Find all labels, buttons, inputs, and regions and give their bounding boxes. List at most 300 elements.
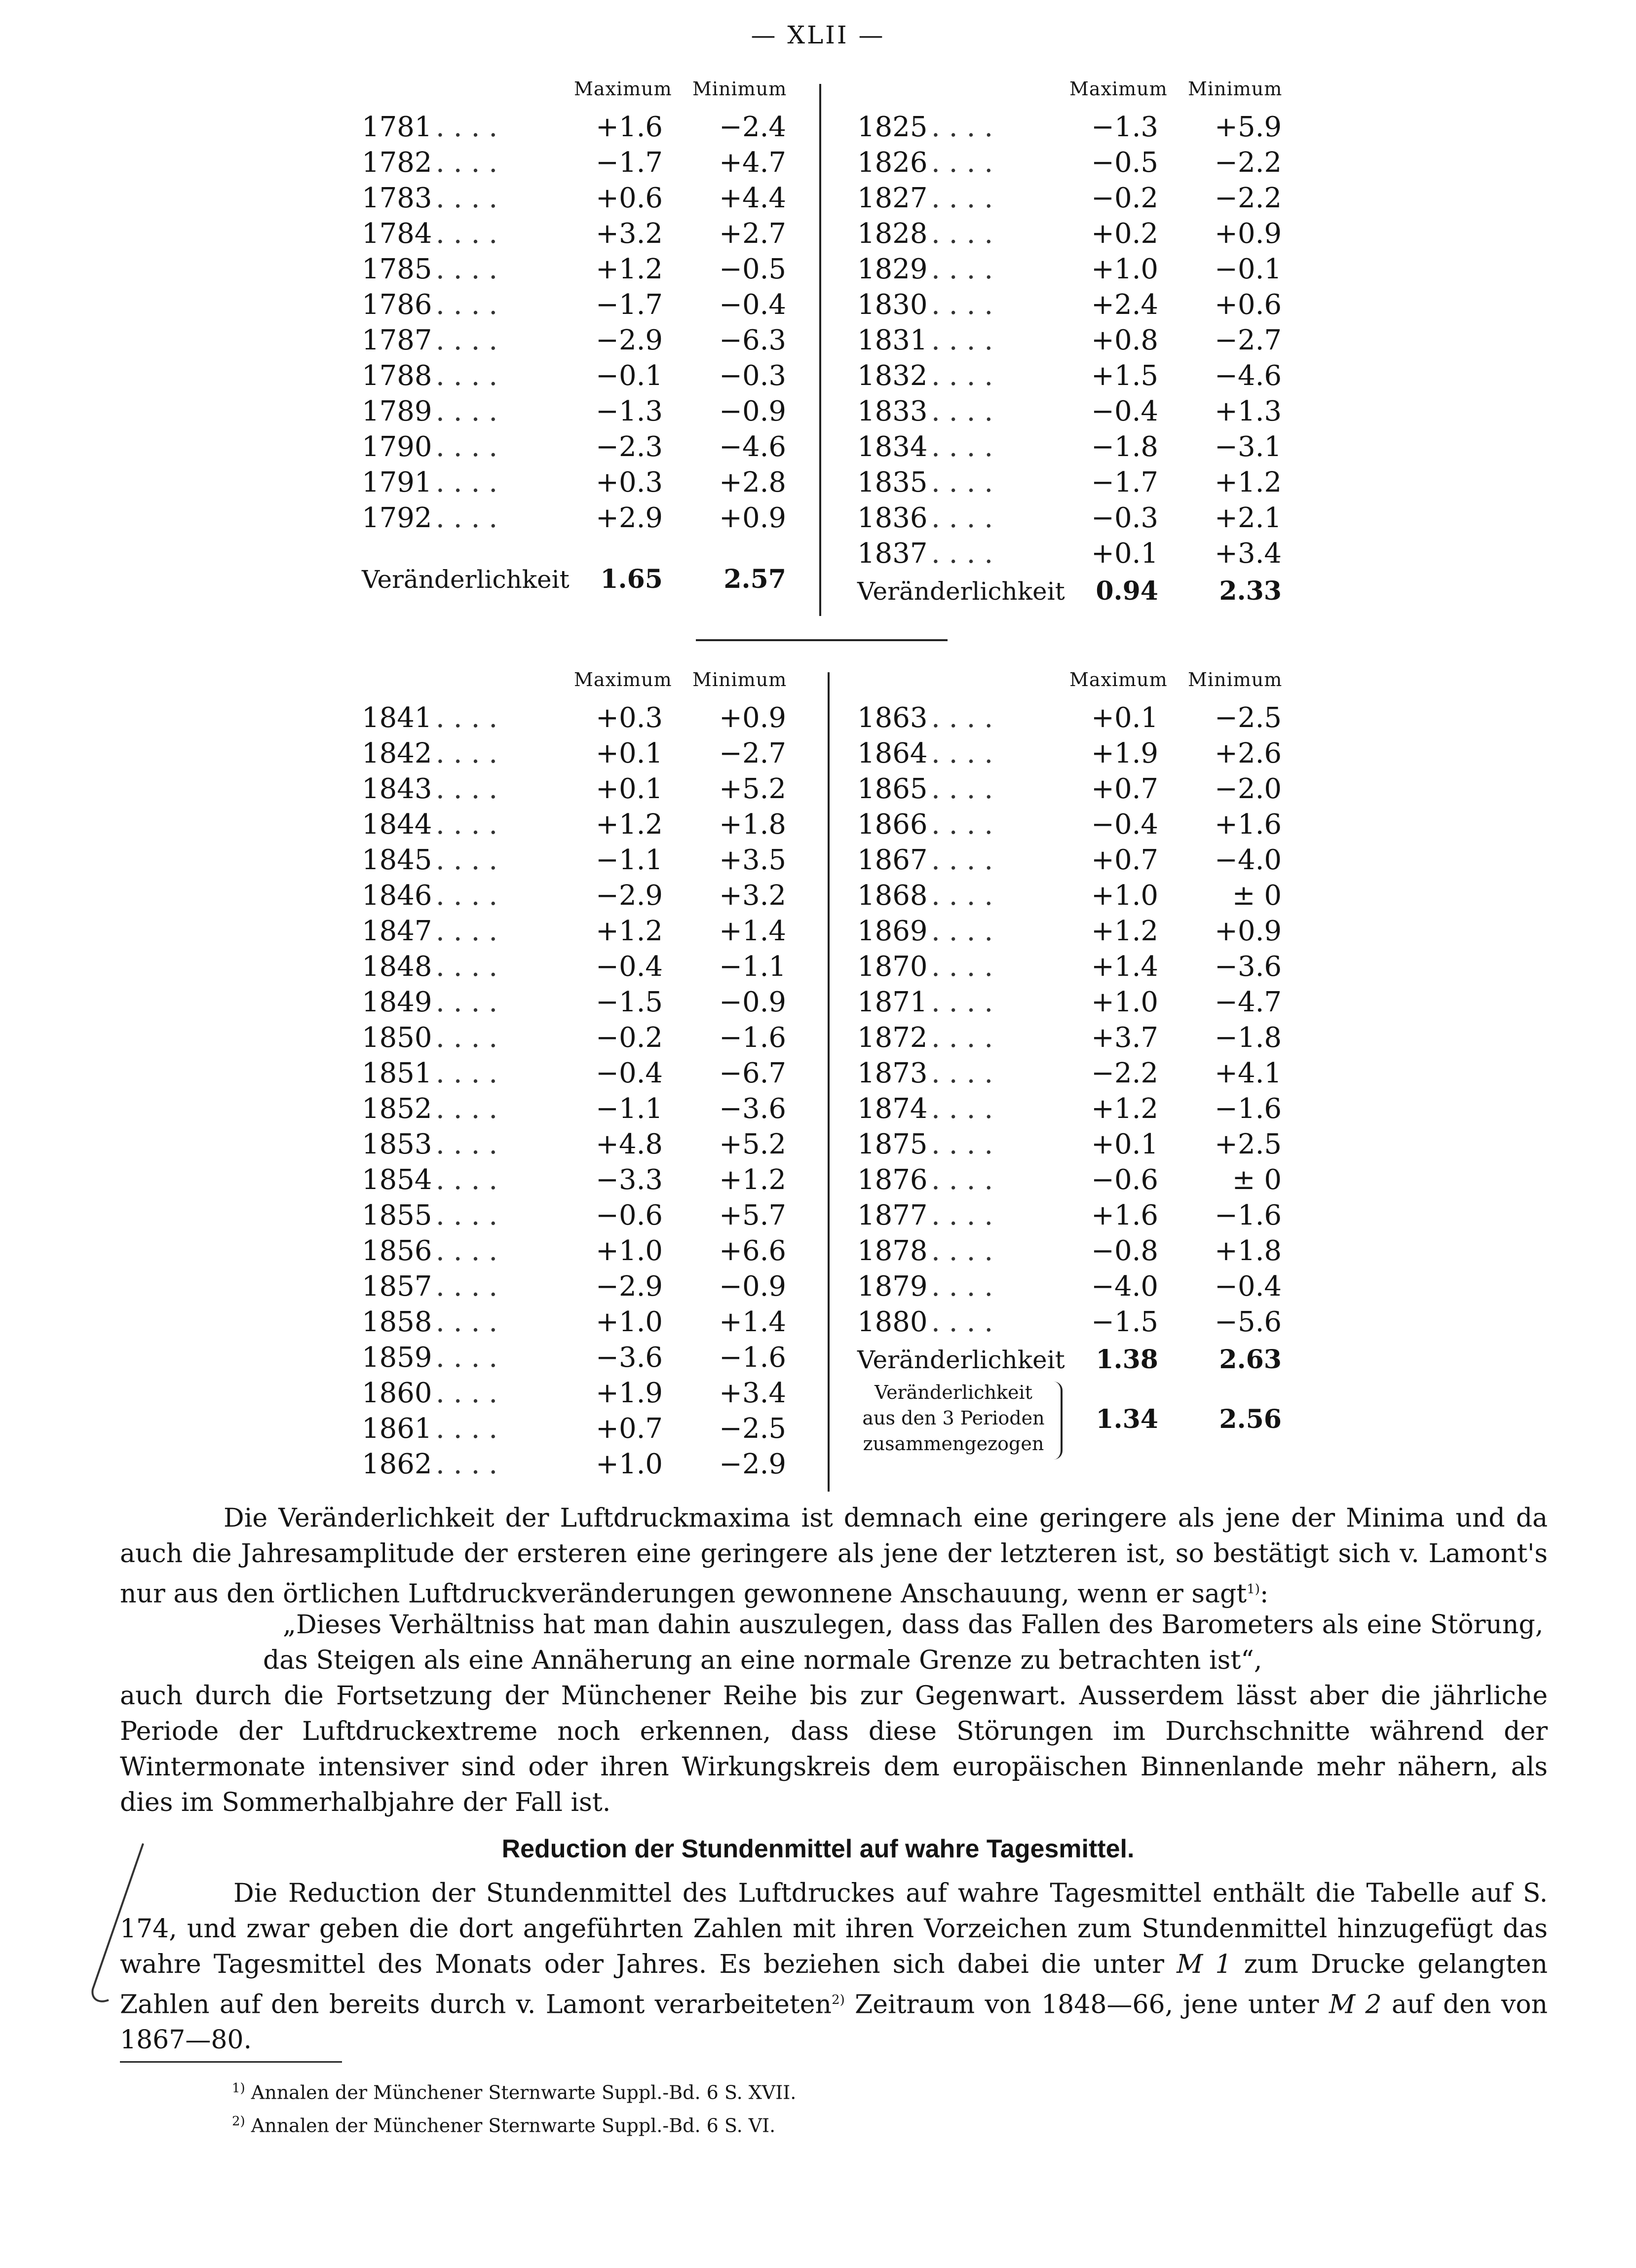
row-maximum: −0.1	[596, 360, 663, 392]
leader-dots: ....	[436, 773, 507, 805]
footnote-ref: 1)	[1247, 1582, 1260, 1597]
table-row	[362, 1056, 821, 1091]
paragraph-2	[120, 1678, 1548, 1820]
row-minimum: +0.9	[719, 702, 786, 734]
row-year: 1869	[857, 915, 928, 947]
row-minimum: −6.3	[719, 324, 786, 356]
leader-dots: ....	[931, 466, 1002, 499]
row-maximum: +1.6	[596, 111, 663, 143]
header-minimum: Minimum	[1188, 669, 1283, 691]
table-row	[857, 807, 1311, 843]
row-year: 1790	[362, 431, 432, 463]
leader-dots: ....	[436, 466, 507, 499]
row-minimum: −0.4	[719, 289, 786, 321]
row-minimum: −4.0	[1215, 844, 1282, 876]
leader-dots: ....	[931, 1057, 1002, 1089]
row-minimum: +1.2	[719, 1164, 786, 1196]
row-year: 1874	[857, 1093, 928, 1125]
leader-dots: ....	[931, 986, 1002, 1018]
table-row	[857, 1233, 1311, 1269]
table-row	[857, 536, 1311, 572]
row-maximum: +1.2	[596, 808, 663, 841]
row-maximum: −0.2	[596, 1022, 663, 1054]
table-row	[362, 985, 821, 1020]
row-minimum: +5.7	[719, 1199, 786, 1231]
leader-dots: ....	[436, 1377, 507, 1409]
row-year: 1827	[857, 182, 928, 214]
row-minimum: +5.9	[1215, 111, 1282, 143]
table-1781-1792	[362, 78, 821, 599]
row-minimum: −6.7	[719, 1057, 786, 1089]
quote-line-1: „Dieses Verhältniss hat man dahin auszulegen, dass das Fallen des Barometers als eine Störung,	[283, 1610, 1544, 1640]
row-year: 1828	[857, 218, 928, 250]
row-year: 1863	[857, 702, 928, 734]
row-maximum: −1.1	[596, 844, 663, 876]
table-row	[857, 736, 1311, 771]
footnote	[232, 2074, 796, 2107]
row-minimum: −0.4	[1215, 1270, 1282, 1303]
row-year: 1849	[362, 986, 432, 1018]
column-divider	[828, 672, 830, 1492]
leader-dots: ....	[931, 1093, 1002, 1125]
row-minimum: −0.9	[719, 986, 786, 1018]
header-maximum: Maximum	[574, 669, 672, 691]
row-minimum: −2.9	[719, 1448, 786, 1480]
row-year: 1826	[857, 147, 928, 179]
table-row	[362, 949, 821, 985]
leader-dots: ....	[931, 737, 1002, 769]
row-maximum: −2.9	[596, 880, 663, 912]
header-minimum: Minimum	[1188, 78, 1283, 100]
variability-row	[857, 572, 1311, 611]
row-maximum: +0.1	[1091, 1128, 1158, 1160]
row-year: 1877	[857, 1199, 928, 1231]
quotation	[120, 1607, 1548, 1678]
combined-variability	[857, 1380, 1311, 1473]
table-row	[362, 843, 821, 878]
row-minimum: +1.8	[719, 808, 786, 841]
leader-dots: ....	[931, 1235, 1002, 1267]
row-minimum: −4.7	[1215, 986, 1282, 1018]
table-row	[362, 465, 821, 500]
table-row	[362, 1020, 821, 1056]
row-maximum: +0.1	[1091, 702, 1158, 734]
row-maximum: −1.1	[596, 1093, 663, 1125]
header-maximum: Maximum	[574, 78, 672, 100]
row-year: 1865	[857, 773, 928, 805]
table-row	[857, 358, 1311, 394]
row-maximum: −1.3	[596, 395, 663, 427]
leader-dots: ....	[931, 218, 1002, 250]
leader-dots: ....	[436, 182, 507, 214]
leader-dots: ....	[436, 289, 507, 321]
combined-label	[857, 1380, 1050, 1457]
table-row	[362, 287, 821, 323]
leader-dots: ....	[436, 1199, 507, 1231]
table-row	[362, 1233, 821, 1269]
row-year: 1876	[857, 1164, 928, 1196]
row-maximum: −0.4	[596, 1057, 663, 1089]
variability-label: Veränderlichkeit	[362, 565, 570, 594]
row-minimum: −1.8	[1215, 1022, 1282, 1054]
table-row	[857, 216, 1311, 252]
paragraph-3	[120, 1876, 1548, 2058]
paragraph-text: Die Reduction der Stundenmittel des Luftdruckes auf wahre Tagesmittel enthält die Tabelle auf S. 174, und zwar geben die dort angeführten Zahlen mit ihren Vorzeichen zum Stundenmittel hinzugefügt das wahre Tagesmittel des Monats oder Jahres. Es beziehen sich dabei die unter	[120, 1879, 1548, 1979]
row-year: 1860	[362, 1377, 432, 1409]
row-year: 1861	[362, 1413, 432, 1445]
row-minimum: +1.2	[1215, 466, 1282, 499]
paragraph-text: zum Drucke gelangten Zahlen auf den bereits durch v. Lamont verarbeiteten	[120, 1950, 1548, 2020]
paragraph-text: :	[1259, 1579, 1269, 1609]
row-maximum: −3.6	[596, 1342, 663, 1374]
row-year: 1841	[362, 702, 432, 734]
table-row	[362, 323, 821, 358]
variability-min: 2.63	[1219, 1345, 1282, 1375]
row-maximum: −3.3	[596, 1164, 663, 1196]
row-minimum: −2.2	[1215, 182, 1282, 214]
row-minimum: −0.5	[719, 253, 786, 285]
footnote-ref: 2)	[832, 1993, 845, 2007]
row-minimum: +2.8	[719, 466, 786, 499]
leader-dots: ....	[931, 1164, 1002, 1196]
row-maximum: −2.9	[596, 324, 663, 356]
row-minimum: +2.6	[1215, 737, 1282, 769]
row-year: 1785	[362, 253, 432, 285]
leader-dots: ....	[931, 915, 1002, 947]
leader-dots: ....	[931, 502, 1002, 534]
table-row	[362, 1198, 821, 1233]
section-separator	[696, 639, 948, 641]
leader-dots: ....	[436, 431, 507, 463]
row-maximum: −2.3	[596, 431, 663, 463]
row-minimum: +2.7	[719, 218, 786, 250]
leader-dots: ....	[436, 395, 507, 427]
row-year: 1825	[857, 111, 928, 143]
leader-dots: ....	[931, 1022, 1002, 1054]
table-row	[857, 700, 1311, 736]
leader-dots: ....	[436, 737, 507, 769]
table-row	[857, 1056, 1311, 1091]
table-row	[362, 1411, 821, 1447]
leader-dots: ....	[931, 431, 1002, 463]
row-minimum: −0.1	[1215, 253, 1282, 285]
table-row	[362, 807, 821, 843]
table-row	[857, 394, 1311, 429]
row-year: 1847	[362, 915, 432, 947]
table-1825-1837	[857, 78, 1311, 611]
row-minimum: −2.2	[1215, 147, 1282, 179]
row-maximum: −1.5	[596, 986, 663, 1018]
leader-dots: ....	[931, 1128, 1002, 1160]
table-row	[362, 1340, 821, 1376]
table-1863-1880	[857, 669, 1311, 1473]
row-year: 1880	[857, 1306, 928, 1338]
leader-dots: ....	[436, 1306, 507, 1338]
leader-dots: ....	[931, 253, 1002, 285]
row-maximum: −1.8	[1091, 431, 1158, 463]
table-row	[362, 1376, 821, 1411]
row-minimum: −1.6	[1215, 1093, 1282, 1125]
leader-dots: ....	[436, 986, 507, 1018]
row-maximum: +4.8	[596, 1128, 663, 1160]
table-row	[362, 1162, 821, 1198]
paragraph-text: Zeitraum von 1848—66, jene unter	[855, 1990, 1319, 2020]
row-maximum: +1.4	[1091, 951, 1158, 983]
row-minimum: +3.2	[719, 880, 786, 912]
footnote	[232, 2107, 796, 2140]
table-row	[857, 878, 1311, 914]
row-maximum: +0.7	[596, 1413, 663, 1445]
leader-dots: ....	[436, 1448, 507, 1480]
row-year: 1837	[857, 538, 928, 570]
row-maximum: −0.5	[1091, 147, 1158, 179]
row-year: 1873	[857, 1057, 928, 1089]
row-maximum: +1.0	[596, 1306, 663, 1338]
row-minimum: −3.1	[1215, 431, 1282, 463]
leader-dots: ....	[931, 844, 1002, 876]
paragraph-1	[120, 1500, 1548, 1612]
row-minimum: +1.8	[1215, 1235, 1282, 1267]
footnote-text: Annalen der Münchener Sternwarte Suppl.-Bd. 6 S. XVII.	[251, 2081, 797, 2104]
row-year: 1848	[362, 951, 432, 983]
leader-dots: ....	[436, 1128, 507, 1160]
row-minimum: −2.7	[719, 737, 786, 769]
row-minimum: +1.3	[1215, 395, 1282, 427]
row-minimum: −3.6	[1215, 951, 1282, 983]
table-row	[362, 394, 821, 429]
row-minimum: +4.7	[719, 147, 786, 179]
row-year: 1782	[362, 147, 432, 179]
row-maximum: +1.0	[1091, 253, 1158, 285]
row-maximum: +0.6	[596, 182, 663, 214]
variability-max: 1.65	[600, 564, 663, 594]
column-headers	[857, 78, 1311, 110]
row-maximum: +1.2	[1091, 1093, 1158, 1125]
row-maximum: +0.1	[596, 737, 663, 769]
leader-dots: ....	[931, 773, 1002, 805]
row-minimum: +0.6	[1215, 289, 1282, 321]
row-minimum: +3.4	[719, 1377, 786, 1409]
row-year: 1833	[857, 395, 928, 427]
row-year: 1872	[857, 1022, 928, 1054]
quote-line-2: das Steigen als eine Annäherung an eine normale Grenze zu betrachten ist“,	[263, 1646, 1262, 1675]
row-year: 1789	[362, 395, 432, 427]
row-maximum: +0.8	[1091, 324, 1158, 356]
row-maximum: +0.3	[596, 702, 663, 734]
row-minimum: +1.4	[719, 915, 786, 947]
leader-dots: ....	[931, 951, 1002, 983]
leader-dots: ....	[436, 360, 507, 392]
leader-dots: ....	[931, 111, 1002, 143]
row-year: 1836	[857, 502, 928, 534]
combined-min: 2.56	[1219, 1404, 1282, 1434]
curly-brace	[1054, 1382, 1063, 1460]
row-maximum: +0.7	[1091, 844, 1158, 876]
row-maximum: −1.7	[596, 289, 663, 321]
table-row	[857, 181, 1311, 216]
row-year: 1832	[857, 360, 928, 392]
leader-dots: ....	[931, 395, 1002, 427]
leader-dots: ....	[436, 702, 507, 734]
table-row	[362, 252, 821, 287]
row-maximum: +2.4	[1091, 289, 1158, 321]
table-row	[857, 771, 1311, 807]
leader-dots: ....	[436, 951, 507, 983]
row-minimum: +5.2	[719, 773, 786, 805]
combined-max: 1.34	[1096, 1404, 1158, 1434]
row-maximum: −0.4	[1091, 808, 1158, 841]
row-maximum: +0.1	[596, 773, 663, 805]
row-maximum: +1.9	[596, 1377, 663, 1409]
footnote-text: Annalen der Münchener Sternwarte Suppl.-Bd. 6 S. VI.	[251, 2114, 776, 2137]
paragraph-text: auch durch die Fortsetzung der Münchener Reihe bis zur Gegenwart. Ausserdem lässt aber die jährliche Periode der Luftdruckextreme noch erkennen, dass diese Störungen im Durchschnitte während der Wintermonate intensiver sind oder ihren Wirkungskreis dem europäischen Binnenlande mehr nähern, als dies im Sommerhalbjahre der Fall ist.	[120, 1681, 1548, 1817]
leader-dots: ....	[436, 1022, 507, 1054]
table-row	[857, 1269, 1311, 1305]
table-row	[362, 216, 821, 252]
row-maximum: +1.0	[596, 1235, 663, 1267]
row-maximum: +1.2	[596, 253, 663, 285]
table-row	[857, 323, 1311, 358]
leader-dots: ....	[931, 808, 1002, 841]
row-year: 1875	[857, 1128, 928, 1160]
row-year: 1866	[857, 808, 928, 841]
row-year: 1878	[857, 1235, 928, 1267]
leader-dots: ....	[436, 1164, 507, 1196]
row-year: 1856	[362, 1235, 432, 1267]
row-maximum: +1.5	[1091, 360, 1158, 392]
symbol-m1: M 1	[1177, 1950, 1232, 1979]
row-year: 1868	[857, 880, 928, 912]
table-row	[857, 914, 1311, 949]
row-maximum: +0.1	[1091, 538, 1158, 570]
row-minimum: +3.5	[719, 844, 786, 876]
row-maximum: +3.7	[1091, 1022, 1158, 1054]
table-row	[362, 429, 821, 465]
leader-dots: ....	[436, 502, 507, 534]
row-year: 1786	[362, 289, 432, 321]
row-year: 1842	[362, 737, 432, 769]
row-minimum: −1.6	[719, 1342, 786, 1374]
row-year: 1829	[857, 253, 928, 285]
leader-dots: ....	[931, 182, 1002, 214]
table-row	[362, 110, 821, 145]
row-maximum: +0.3	[596, 466, 663, 499]
table-row	[857, 110, 1311, 145]
table-row	[362, 1447, 821, 1482]
header-maximum: Maximum	[1069, 669, 1168, 691]
leader-dots: ....	[931, 702, 1002, 734]
section-title: Reduction der Stundenmittel auf wahre Tagesmittel.	[501, 1835, 1135, 1863]
row-minimum: −0.9	[719, 395, 786, 427]
row-year: 1792	[362, 502, 432, 534]
row-year: 1854	[362, 1164, 432, 1196]
table-row	[362, 1305, 821, 1340]
leader-dots: ....	[436, 1093, 507, 1125]
row-maximum: −2.9	[596, 1270, 663, 1303]
row-year: 1844	[362, 808, 432, 841]
variability-label: Veränderlichkeit	[857, 577, 1065, 606]
header-maximum: Maximum	[1069, 78, 1168, 100]
row-minimum: ± 0	[1232, 1164, 1282, 1196]
table-row	[857, 252, 1311, 287]
row-year: 1781	[362, 111, 432, 143]
combined-label-line: aus den 3 Perioden	[862, 1407, 1045, 1429]
table-row	[857, 1198, 1311, 1233]
table-row	[857, 843, 1311, 878]
row-minimum: −2.7	[1215, 324, 1282, 356]
row-minimum: +1.4	[719, 1306, 786, 1338]
leader-dots: ....	[436, 253, 507, 285]
row-minimum: −1.6	[1215, 1199, 1282, 1231]
header-minimum: Minimum	[692, 669, 787, 691]
footnotes	[232, 2074, 796, 2140]
row-minimum: −2.5	[1215, 702, 1282, 734]
row-minimum: +0.9	[1215, 218, 1282, 250]
footnote-rule	[120, 2061, 342, 2063]
row-minimum: −2.4	[719, 111, 786, 143]
table-row	[362, 1269, 821, 1305]
combined-label-line: Veränderlichkeit	[875, 1382, 1032, 1403]
table-row	[362, 145, 821, 181]
row-maximum: +3.2	[596, 218, 663, 250]
header-minimum: Minimum	[692, 78, 787, 100]
row-minimum: −2.5	[719, 1413, 786, 1445]
row-year: 1834	[857, 431, 928, 463]
row-minimum: +4.1	[1215, 1057, 1282, 1089]
row-maximum: −0.8	[1091, 1235, 1158, 1267]
table-row	[362, 878, 821, 914]
table-row	[362, 181, 821, 216]
table-row	[362, 1091, 821, 1127]
footnote-mark: 2)	[232, 2114, 245, 2129]
column-headers	[362, 78, 821, 110]
variability-min: 2.57	[723, 564, 786, 594]
row-minimum: +0.9	[719, 502, 786, 534]
row-minimum: −2.0	[1215, 773, 1282, 805]
leader-dots: ....	[436, 915, 507, 947]
column-headers	[362, 669, 821, 700]
row-maximum: −0.4	[1091, 395, 1158, 427]
leader-dots: ....	[931, 538, 1002, 570]
row-minimum: +2.1	[1215, 502, 1282, 534]
table-row	[857, 1305, 1311, 1340]
table-row	[362, 914, 821, 949]
row-year: 1845	[362, 844, 432, 876]
leader-dots: ....	[931, 1270, 1002, 1303]
row-minimum: +3.4	[1215, 538, 1282, 570]
row-year: 1788	[362, 360, 432, 392]
row-minimum: −1.6	[719, 1022, 786, 1054]
leader-dots: ....	[931, 1306, 1002, 1338]
page-number: — XLII —	[751, 21, 885, 49]
leader-dots: ....	[436, 1270, 507, 1303]
row-maximum: −0.6	[596, 1199, 663, 1231]
table-row	[857, 949, 1311, 985]
variability-row	[362, 560, 821, 599]
leader-dots: ....	[931, 289, 1002, 321]
table-row	[362, 700, 821, 736]
table-1841-1862	[362, 669, 821, 1482]
row-minimum: −5.6	[1215, 1306, 1282, 1338]
table-row	[857, 1127, 1311, 1162]
row-year: 1830	[857, 289, 928, 321]
leader-dots: ....	[436, 808, 507, 841]
row-year: 1867	[857, 844, 928, 876]
leader-dots: ....	[436, 1342, 507, 1374]
row-minimum: −0.9	[719, 1270, 786, 1303]
row-year: 1852	[362, 1093, 432, 1125]
variability-row	[857, 1340, 1311, 1380]
